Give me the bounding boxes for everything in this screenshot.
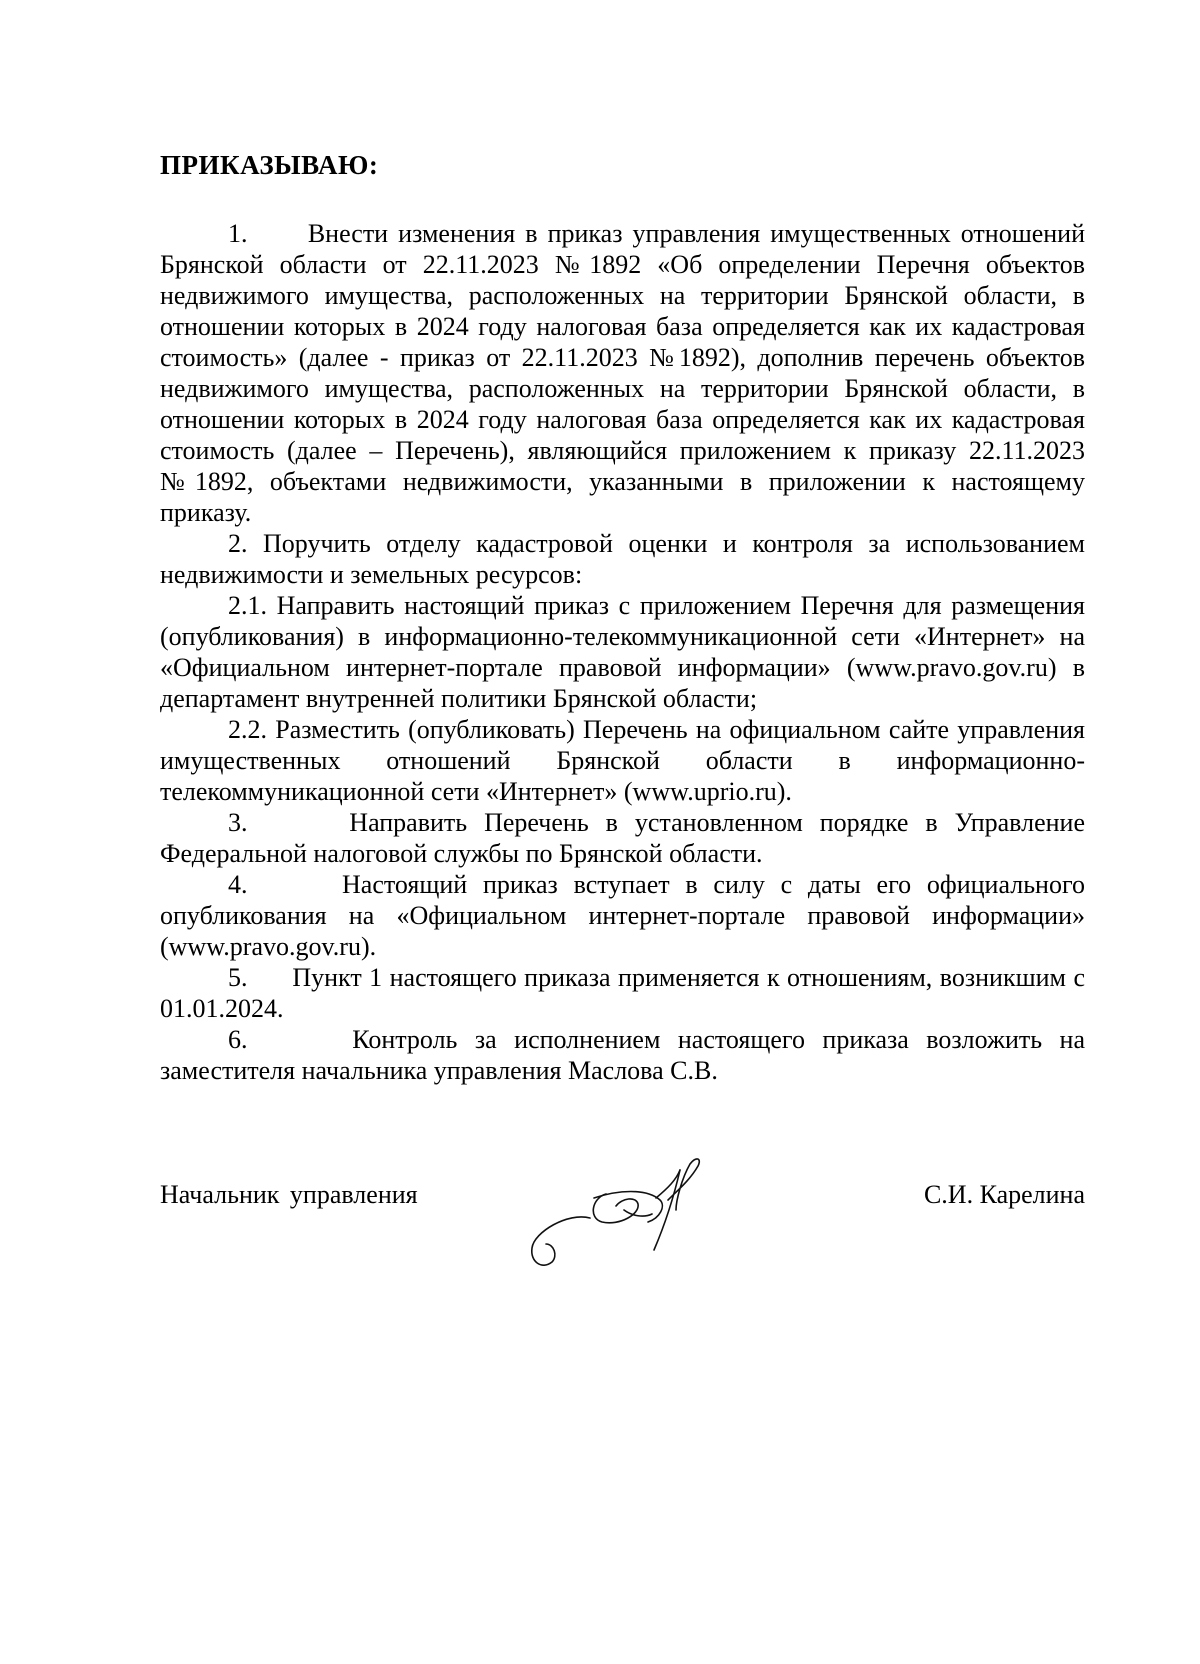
paragraph-2-2: 2.2. Разместить (опубликовать) Перечень на официальном сайте управления имущественных отношений Брянской области в информационно-телекоммуникационной сети «Интернет» (www.uprio.ru). [160, 715, 1085, 806]
paragraph-1: 1. Внести изменения в приказ управления имущественных отношений Брянской области от 22.11.2023 №1892 «Об определении Перечня объектов недвижимого имущества, расположенных на территории Брянской области, в отношении которых в 2024 году налоговая база определяется как их кадастровая стоимость» (далее - приказ от 22.11.2023 №1892), дополнив перечень объектов недвижимого имущества, расположенных на территории Брянской области, в отношении которых в 2024 году налоговая база определяется как их кадастровая стоимость (далее – Перечень), являющийся приложением к приказу 22.11.2023 №1892, объектами недвижимости, указанными в приложении к настоящему приказу. [160, 219, 1085, 527]
paragraph-2: 2. Поручить отделу кадастровой оценки и контроля за использованием недвижимости и земельных ресурсов: [160, 529, 1085, 589]
signatory-name: С.И. Карелина [923, 1180, 1085, 1209]
paragraph-6: 6. Контроль за исполнением настоящего приказа возложить на заместителя начальника управления Маслова С.В. [160, 1025, 1085, 1085]
paragraph-3: 3. Направить Перечень в установленном порядке в Управление Федеральной налоговой службы по Брянской области. [160, 808, 1085, 868]
paragraph-2-1: 2.1. Направить настоящий приказ с приложением Перечня для размещения (опубликования) в информационно-телекоммуникационной сети «Интернет» на «Официальном интернет-портале правовой информации» (www.pravo.gov.ru) в департамент внутренней политики Брянской области; [160, 591, 1085, 713]
handwritten-signature [528, 1140, 738, 1270]
signatory-position: Начальник управления [160, 1180, 418, 1209]
document-body [160, 218, 1085, 1086]
paragraph-5: 5. Пункт 1 настоящего приказа применяется к отношениям, возникшим с 01.01.2024. [160, 963, 1085, 1023]
paragraph-4: 4. Настоящий приказ вступает в силу с даты его официального опубликования на «Официальном интернет-портале правовой информации» (www.pravo.gov.ru). [160, 870, 1085, 961]
document-heading: ПРИКАЗЫВАЮ: [160, 150, 379, 180]
